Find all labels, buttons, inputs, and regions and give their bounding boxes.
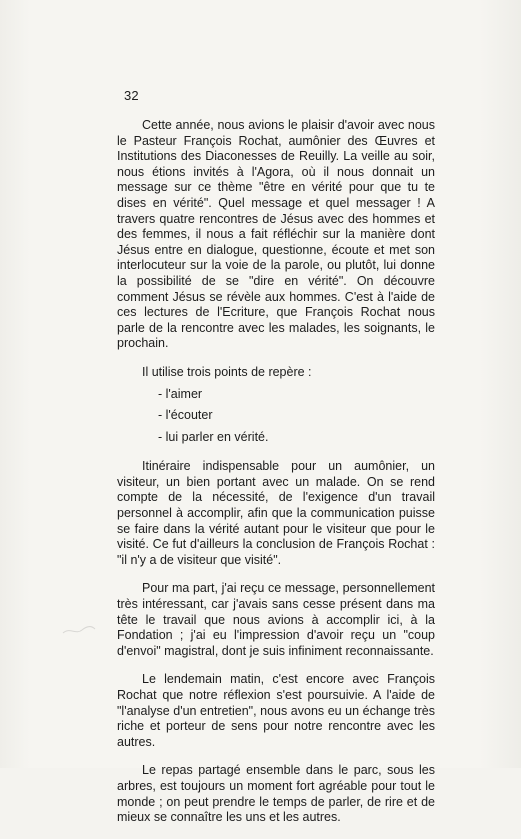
body-text xyxy=(117,118,435,839)
page-number: 32 xyxy=(124,88,139,103)
list-item: - l'aimer xyxy=(158,386,203,401)
paragraph-repas: Le repas partagé ensemble dans le parc, sous les arbres, est toujours un moment fort agréable pour tout le monde ; on peut prendre le temps de parler, de rire et de mieux se connaître les uns et les autres. xyxy=(117,763,435,825)
list-item: - l'écouter xyxy=(158,408,213,423)
faint-scribble-mark xyxy=(62,624,96,636)
list-item: - lui parler en vérité. xyxy=(158,429,269,444)
paragraph-pour-ma-part: Pour ma part, j'ai reçu ce message, personnellement très intéressant, car j'avais sans cesse présent dans ma tête le travail que nous avions à accomplir ici, à la Fondation ; j'ai eu l'impression d'avoir reçu un "coup d'envoi" magistral, dont je suis infiniment reconnaissante. xyxy=(117,581,435,658)
list-intro: Il utilise trois points de repère : xyxy=(142,364,312,379)
paragraph-itineraire: Itinéraire indispensable pour un aumônier, un visiteur, un bien portant avec un malade. On se rend compte de la nécessité, de l'exigence d'un travail personnel à accomplir, afin que la communication puisse se faire dans la vérité autant pour le visiteur que pour le visité. Ce fut d'ailleurs la conclusion de François Rochat : "il n'y a de visiteur que visité". xyxy=(117,459,435,567)
paragraph-lendemain: Le lendemain matin, c'est encore avec François Rochat que notre réflexion s'est poursuivie. A l'aide de "l'analyse d'un entretien", nous avons eu un échange très riche et porteur de sens pour notre rencontre avec les autres. xyxy=(117,672,435,749)
paragraph-intro: Cette année, nous avions le plaisir d'avoir avec nous le Pasteur François Rochat, aumônier des Œuvres et Institutions des Diaconesses de Reuilly. La veille au soir, nous étions invités à l'Agora, où il nous donnait un message sur ce thème "être en vérité pour que tu te dises en vérité". Quel message et quel messager ! A travers quatre rencontres de Jésus avec des hommes et des femmes, il nous a fait réfléchir sur la manière dont Jésus entre en dialogue, questionne, écoute et met son interlocuteur sur la voie de la parole, ou plutôt, lui donne la possibilité de se "dire en vérité". On découvre comment Jésus se révèle aux hommes. C'est à l'aide de ces lectures de l'Ecriture, que François Rochat nous parle de la rencontre avec les malades, les soignants, le prochain. xyxy=(117,118,435,351)
points-list xyxy=(117,387,435,446)
